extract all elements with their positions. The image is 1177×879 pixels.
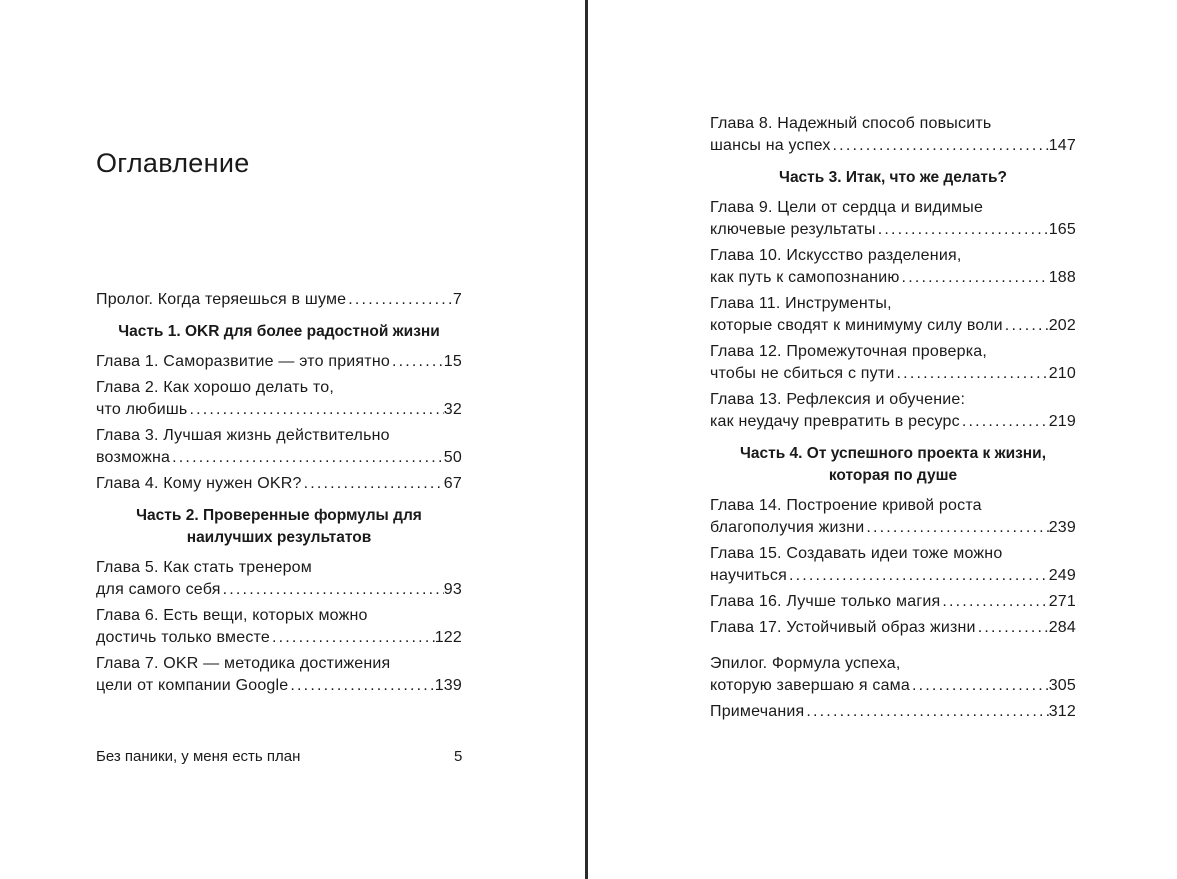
toc-entry-last-line <box>710 617 1076 639</box>
toc-page-number: 249 <box>1048 567 1076 584</box>
part-heading: Часть 2. Проверенные формулы для наилучших результатов <box>136 507 422 546</box>
toc-entry-title-text: Глава 16. Лучше только магия <box>710 593 941 610</box>
dot-leader <box>170 447 444 469</box>
toc-page-number: 50 <box>443 449 462 466</box>
toc-entry[interactable] <box>710 245 1076 289</box>
toc-entry[interactable] <box>710 197 1076 241</box>
toc-entry-last-line <box>96 447 462 469</box>
toc-entry-title-text: как путь к самопознанию <box>710 269 900 286</box>
dot-leader <box>270 627 435 649</box>
toc-entry-title-line: Глава 10. Искусство разделения, <box>710 247 962 264</box>
toc-page-number: 139 <box>434 677 462 694</box>
dot-leader <box>390 351 444 373</box>
toc-page-number: 32 <box>443 401 462 418</box>
toc-entry-last-line <box>96 627 462 649</box>
toc-entry-last-line <box>710 517 1076 539</box>
dot-leader <box>864 517 1048 539</box>
toc-entry-last-line <box>96 675 462 697</box>
toc-page-number: 284 <box>1048 619 1076 636</box>
toc-entry-title-text: как неудачу превратить в ресурс <box>710 413 960 430</box>
toc-entry-last-line <box>710 675 1076 697</box>
toc-entry-title-text: чтобы не сбиться с пути <box>710 365 895 382</box>
toc-entry[interactable] <box>710 591 1076 613</box>
toc-entry-title-text: Примечания <box>710 703 805 720</box>
toc-entry[interactable] <box>96 605 462 649</box>
toc-page-number: 312 <box>1048 703 1076 720</box>
toc-entry-last-line <box>710 701 1076 723</box>
toc-entry-last-line <box>96 473 462 495</box>
part-heading: Часть 1. OKR для более радостной жизни <box>118 323 440 340</box>
toc-page-number: 147 <box>1048 137 1076 154</box>
toc-entry-title-text: ключевые результаты <box>710 221 876 238</box>
toc-entry[interactable] <box>710 341 1076 385</box>
toc-entry-last-line <box>710 267 1076 289</box>
toc-entry-title-text: научиться <box>710 567 787 584</box>
toc-entry-title-line: Глава 7. OKR — методика достижения <box>96 655 391 672</box>
toc-page-number: 271 <box>1048 593 1076 610</box>
dot-leader <box>804 701 1048 723</box>
dot-leader <box>960 411 1049 433</box>
toc-entry[interactable] <box>96 425 462 469</box>
toc-entry-title-text: Глава 17. Устойчивый образ жизни <box>710 619 976 636</box>
toc-entry-title-text: что любишь <box>96 401 188 418</box>
page-title: Оглавление <box>96 148 250 178</box>
toc-entry[interactable] <box>96 351 462 373</box>
toc-entry-title-line: Эпилог. Формула успеха, <box>710 655 901 672</box>
toc-entry-title-text: которую завершаю я сама <box>710 677 910 694</box>
toc-page-number: 93 <box>443 581 462 598</box>
toc-entry-title-line: Глава 11. Инструменты, <box>710 295 892 312</box>
toc-entry-title-line: Глава 6. Есть вещи, которых можно <box>96 607 368 624</box>
toc-entry-title-text: для самого себя <box>96 581 221 598</box>
toc-entry[interactable] <box>710 543 1076 587</box>
toc-entry-title-line: Глава 12. Промежуточная проверка, <box>710 343 987 360</box>
toc-entry-title-text: благополучия жизни <box>710 519 865 536</box>
toc-entry-title-text: цели от компании Google <box>96 677 289 694</box>
toc-entry[interactable] <box>96 653 462 697</box>
toc-entry-title-text: достичь только вместе <box>96 629 270 646</box>
toc-entry[interactable] <box>96 557 462 601</box>
toc-entry-title-line: Глава 15. Создавать идеи тоже можно <box>710 545 1003 562</box>
dot-leader <box>302 473 444 495</box>
toc-entry-title-text: шансы на успех <box>710 137 831 154</box>
toc-page-number: 219 <box>1048 413 1076 430</box>
dot-leader <box>187 399 443 421</box>
toc-entry[interactable] <box>710 495 1076 539</box>
toc-entry-title-text: возможна <box>96 449 171 466</box>
toc-entry-title-text: Глава 1. Саморазвитие — это приятно <box>96 353 390 370</box>
part-heading: Часть 4. От успешного проекта к жизни, которая по душе <box>739 445 1047 484</box>
toc-entry-last-line <box>710 135 1076 157</box>
dot-leader <box>346 289 453 311</box>
toc-entry[interactable] <box>96 289 462 311</box>
dot-leader <box>895 363 1049 385</box>
dot-leader <box>1003 315 1049 337</box>
toc-entry-title-line: Глава 3. Лучшая жизнь действительно <box>96 427 390 444</box>
dot-leader <box>787 565 1049 587</box>
toc-entry[interactable] <box>96 473 462 495</box>
toc-entry-title-line: Глава 8. Надежный способ повысить <box>710 115 992 132</box>
toc-page-number: 15 <box>443 353 462 370</box>
toc-entry-last-line <box>96 351 462 373</box>
toc-entry[interactable] <box>710 653 1076 697</box>
toc-entry-last-line <box>96 579 462 601</box>
part-heading: Часть 3. Итак, что же делать? <box>779 169 1007 186</box>
toc-entry[interactable] <box>710 113 1076 157</box>
toc-entry[interactable] <box>710 389 1076 433</box>
toc-page-number: 305 <box>1048 677 1076 694</box>
dot-leader <box>876 219 1049 241</box>
toc-page-number: 7 <box>452 291 462 308</box>
toc-page-number: 122 <box>434 629 462 646</box>
dot-leader <box>288 675 434 697</box>
toc-entry[interactable] <box>710 293 1076 337</box>
toc-entry[interactable] <box>710 617 1076 639</box>
toc-page-number: 67 <box>443 475 462 492</box>
toc-page-number: 188 <box>1048 269 1076 286</box>
toc-entry-last-line <box>96 399 462 421</box>
toc-entry-title-line: Глава 14. Построение кривой роста <box>710 497 982 514</box>
toc-page-number: 165 <box>1048 221 1076 238</box>
toc-entry-title-text: Глава 4. Кому нужен OKR? <box>96 475 302 492</box>
toc-entry-last-line <box>710 219 1076 241</box>
toc-entry[interactable] <box>96 377 462 421</box>
dot-leader <box>940 591 1048 613</box>
toc-page-number: 202 <box>1048 317 1076 334</box>
toc-entry-title-line: Глава 2. Как хорошо делать то, <box>96 379 334 396</box>
toc-entry-title-line: Глава 9. Цели от сердца и видимые <box>710 199 984 216</box>
dot-leader <box>221 579 444 601</box>
spacer <box>710 643 1076 653</box>
dot-leader <box>976 617 1049 639</box>
toc-entry-last-line <box>96 289 462 311</box>
dot-leader <box>910 675 1049 697</box>
toc-entry-last-line <box>710 315 1076 337</box>
toc-entry-title-text: Пролог. Когда теряешься в шуме <box>96 291 347 308</box>
toc-left-page <box>96 289 462 701</box>
book-spine <box>585 0 588 879</box>
toc-entry[interactable] <box>710 701 1076 723</box>
dot-leader <box>831 135 1049 157</box>
toc-entry-last-line <box>710 363 1076 385</box>
footer-page-number: 5 <box>454 748 463 765</box>
footer-book-title: Без паники, у меня есть план <box>96 748 301 765</box>
toc-page-number: 239 <box>1048 519 1076 536</box>
toc-entry-last-line <box>710 565 1076 587</box>
toc-entry-last-line <box>710 591 1076 613</box>
toc-right-page <box>710 113 1076 727</box>
dot-leader <box>900 267 1049 289</box>
toc-entry-title-line: Глава 5. Как стать тренером <box>96 559 312 576</box>
toc-entry-title-text: которые сводят к минимуму силу воли <box>710 317 1003 334</box>
toc-page-number: 210 <box>1048 365 1076 382</box>
toc-entry-last-line <box>710 411 1076 433</box>
toc-entry-title-line: Глава 13. Рефлексия и обучение: <box>710 391 966 408</box>
